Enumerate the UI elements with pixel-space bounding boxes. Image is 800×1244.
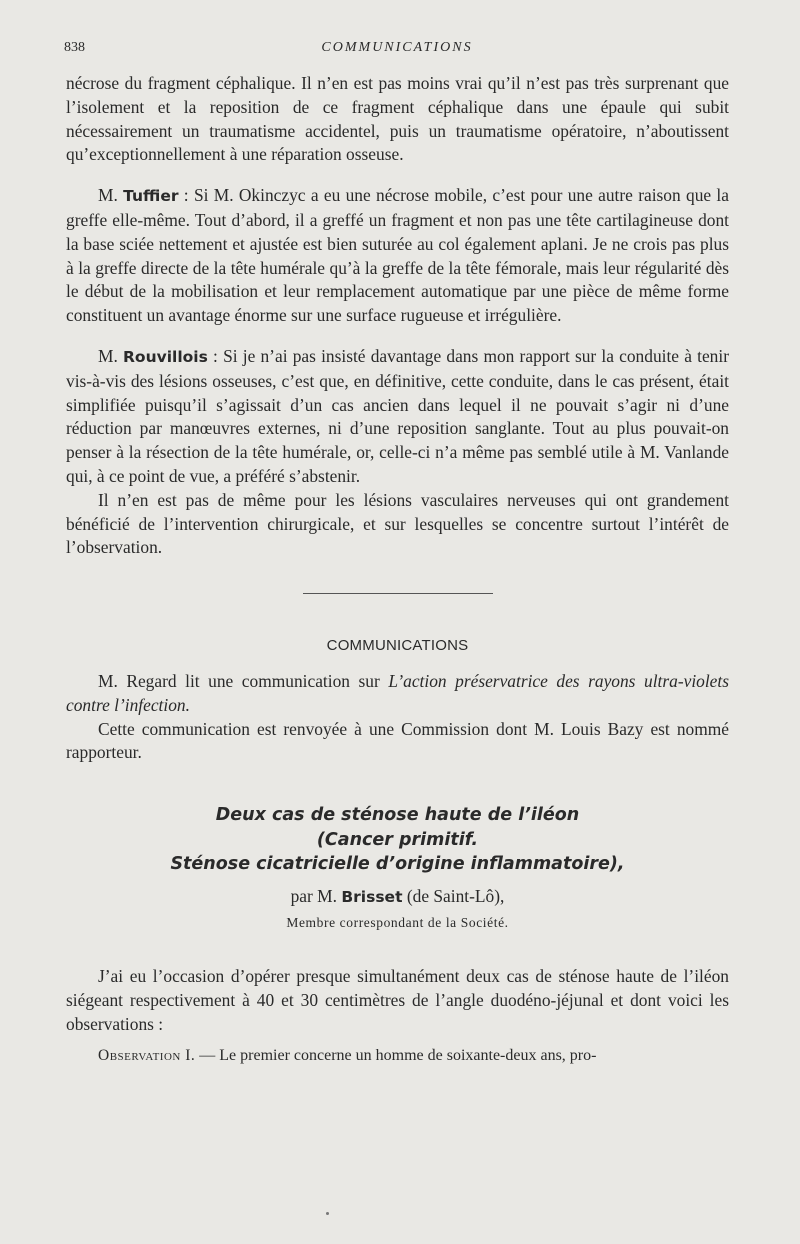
observation-one: [66, 1044, 729, 1068]
article-title-line2: (Cancer primitif.: [316, 829, 479, 850]
observation-text: — Le premier concerne un homme de soixante-deux ans, pro-: [195, 1046, 597, 1064]
body-text: [66, 72, 729, 1067]
running-head: [64, 40, 730, 60]
communication-regard: [66, 670, 729, 718]
communication-title: L’action préservatrice des rayons ultra-violets contre l’infection.: [66, 670, 730, 715]
paragraph-vascular: Il n’en est pas de même pour les lésions vasculaires nerveuses qui ont grandement bénéficié de l’intervention chirurgicale, et sur lesquelles se concentre surtout l’intérêt de l’observation.: [66, 489, 729, 558]
author-membership: Membre correspondant de la Société.: [286, 915, 509, 931]
paragraph-tuffier: [66, 184, 729, 328]
observation-label: Observation I.: [98, 1046, 196, 1064]
paragraph-rouvillois-text: : Si je n’ai pas insisté davantage dans mon rapport sur la conduite à tenir vis-à-vis des lésions osseuses, c’est que, en définitive, cette conduite, dans le cas présent, était simplifiée puisqu’il s’agissait d’un cas ancien dans lequel il ne pouvait s’agir ni d’une réduction par manœuvres externes, ni d’une reposition sanglante. Tout au plus pouvait-on penser à la résection de la tête humérale, or, celle-ci n’a même pas semblé utile à M. Vanlande qui, à ce point de vue, a préféré s’abstenir.: [66, 345, 729, 486]
article-byline: [66, 885, 729, 910]
paragraph-continuation: nécrose du fragment céphalique. Il n’en est pas moins vrai qu’il n’est pas très surprenant que l’isolement et la reposition de ce fragment céphalique dans une épaule qui subit nécessairement un traumatisme accidentel, puis un traumatisme opératoire, n’aboutissent qu’exceptionnellement à une réparation osseuse.: [66, 73, 729, 165]
article-title: [66, 803, 729, 877]
speaker-name-tuffier: Tuffier: [123, 187, 179, 206]
article-title-line1: Deux cas de sténose haute de l’iléon: [215, 805, 580, 826]
section-heading: COMMUNICATIONS: [326, 637, 469, 655]
paragraph-rouvillois: [66, 345, 729, 489]
speaker-name-rouvillois: Rouvillois: [123, 347, 208, 366]
running-title: COMMUNICATIONS: [321, 40, 473, 55]
article-title-line3: Sténose cicatricielle d’origine inflammatoire),: [170, 854, 625, 875]
speaker-title: M.: [98, 185, 118, 206]
communication-lead: M. Regard lit une communication sur: [98, 670, 389, 691]
section-divider: [303, 593, 493, 594]
article-intro: J’ai eu l’occasion d’opérer presque simultanément deux cas de sténose haute de l’iléon siégeant respectivement à 40 et 30 centimètres de l’angle duodéno-jéjunal et dont voici les observations :: [66, 966, 729, 1034]
speaker-title: M.: [98, 345, 118, 366]
byline-prefix: par M.: [290, 885, 342, 906]
communication-referral: Cette communication est renvoyée à une Commission dont M. Louis Bazy est nommé rapporteur.: [66, 718, 729, 763]
page-number: 838: [64, 40, 85, 55]
paragraph-tuffier-text: : Si M. Okinczyc a eu une nécrose mobile, c’est pour une autre raison que la greffe elle-même. Tout d’abord, il a greffé un fragment et non pas une tête cartilagineuse dont la base sciée nettement et ajustée est bien suturée au col également aplani. Je ne crois pas plus à la greffe directe de la tête humérale qu’à la greffe de la tête fémorale, mais leur régularité dès le début de la mobilisation et leur remplacement automatique par une pièce de même forme constituent un avantage énorme sur une surface rugueuse et irrégulière.: [66, 185, 729, 326]
author-name: Brisset: [341, 887, 403, 906]
ink-speck: [326, 1212, 329, 1215]
byline-suffix: (de Saint-Lô),: [402, 885, 505, 906]
